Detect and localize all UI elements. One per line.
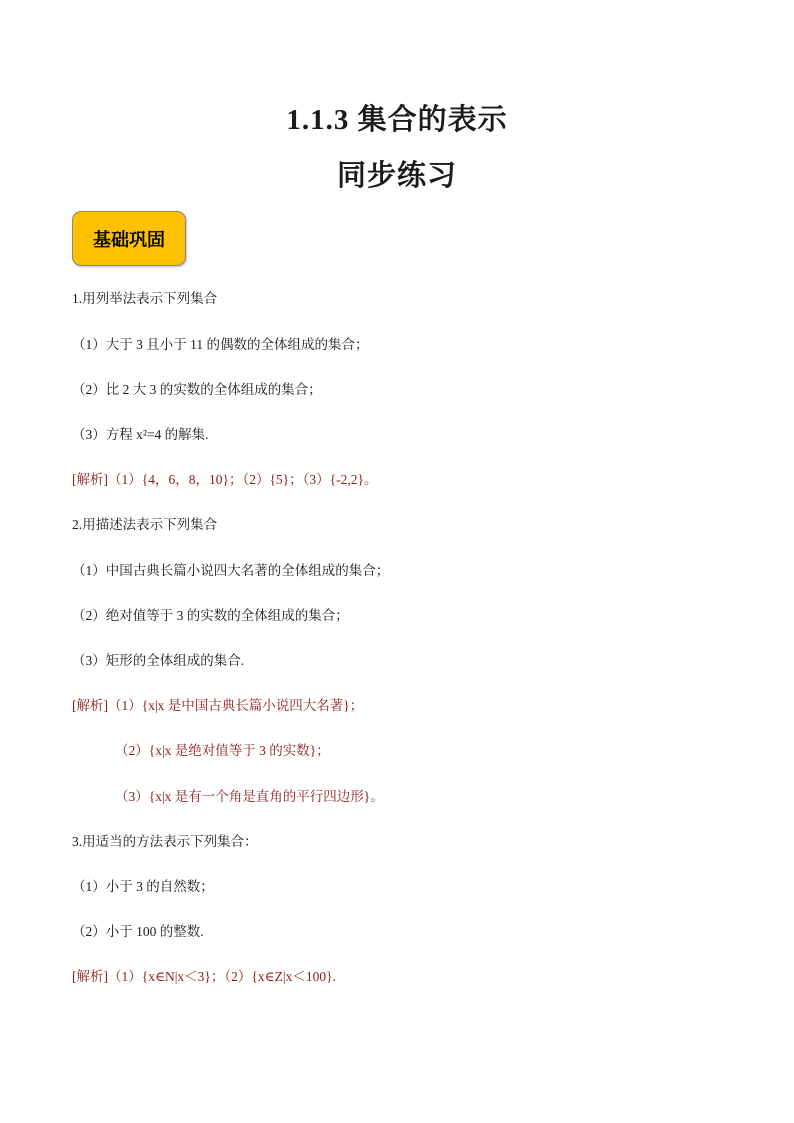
question-2-answer-3: （3）{x|x 是有一个角是直角的平行四边形}。	[115, 789, 384, 804]
question-2-answer-2: （2）{x|x 是绝对值等于 3 的实数}；	[115, 743, 330, 758]
question-3-answer: [解析]（1）{x∈N|x＜3}；（2）{x∈Z|x＜100}.	[72, 969, 336, 984]
question-2-heading: 2.用描述法表示下列集合	[72, 517, 218, 532]
question-1-answer: [解析]（1）{4，6，8，10}；（2）{5}；（3）{-2,2}。	[72, 472, 378, 487]
question-1-heading: 1.用列举法表示下列集合	[72, 291, 218, 306]
question-2-answer-1: [解析]（1）{x|x 是中国古典长篇小说四大名著}；	[72, 698, 364, 713]
question-2-part-1: （1）中国古典长篇小说四大名著的全体组成的集合；	[72, 563, 390, 578]
document-title: 1.1.3 集合的表示	[286, 104, 508, 136]
question-2-part-2: （2）绝对值等于 3 的实数的全体组成的集合；	[72, 608, 349, 623]
question-3-heading: 3.用适当的方法表示下列集合：	[72, 834, 258, 849]
question-2-part-3: （3）矩形的全体组成的集合.	[72, 653, 245, 668]
section-badge: 基础巩固	[72, 211, 186, 266]
question-1-part-2: （2）比 2 大 3 的实数的全体组成的集合；	[72, 382, 322, 397]
question-1-part-3: （3）方程 x²=4 的解集.	[72, 427, 209, 442]
question-1-part-1: （1）大于 3 且小于 11 的偶数的全体组成的集合；	[72, 337, 369, 352]
question-3-part-2: （2）小于 100 的整数.	[72, 924, 204, 939]
question-3-part-1: （1）小于 3 的自然数；	[72, 879, 214, 894]
document-subtitle: 同步练习	[336, 160, 457, 192]
